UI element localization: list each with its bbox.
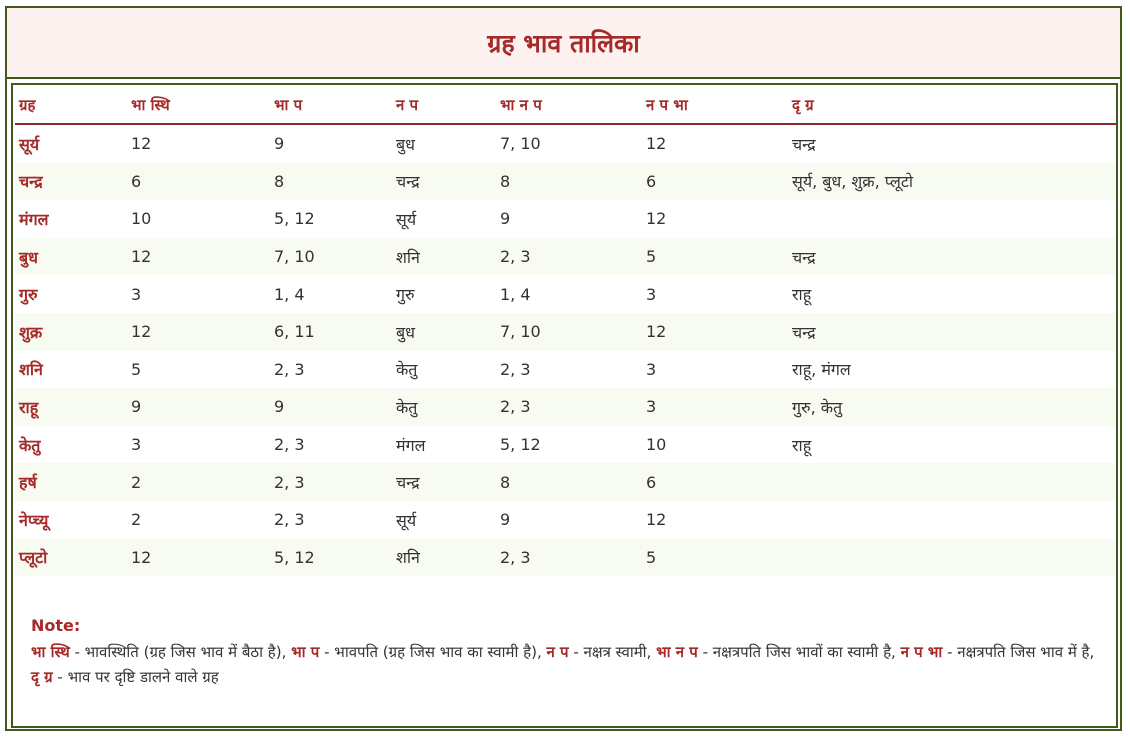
table-cell: 2	[131, 510, 142, 530]
table-cell: राहू	[792, 435, 812, 455]
planet-name-cell: शुक्र	[15, 313, 127, 351]
table-cell: 9	[500, 209, 511, 229]
table-cell: 3	[646, 359, 657, 379]
note-description: - नक्षत्रपति जिस भाव में है,	[942, 643, 1095, 661]
planet-name-cell: प्लूटो	[15, 539, 127, 577]
planet-name-cell: गुरु	[19, 285, 38, 305]
table-cell: 2, 3	[270, 463, 392, 501]
table-header-row	[15, 87, 1116, 124]
table-cell	[788, 539, 1116, 577]
table-cell: 2, 3	[500, 359, 531, 379]
table-cell: 12	[646, 209, 667, 229]
table-cell: 5	[131, 359, 142, 379]
table-body	[15, 124, 1116, 576]
note-term: भा स्थि	[31, 643, 70, 661]
table-cell: 2, 3	[496, 539, 642, 577]
table-cell: चन्द्र	[392, 163, 496, 201]
table-panel	[11, 83, 1118, 728]
note-term: भा न प	[656, 643, 698, 661]
column-header: दृ ग्र	[788, 87, 1116, 124]
table-row	[15, 501, 1116, 539]
graha-bhav-panel	[5, 6, 1122, 731]
table-row	[15, 388, 1116, 426]
planet-name-cell: मंगल	[19, 209, 49, 229]
table-cell: सूर्य	[396, 510, 417, 530]
table-cell: 2, 3	[496, 238, 642, 276]
table-row	[15, 275, 1116, 313]
table-cell: 10	[646, 435, 667, 455]
table-cell: चन्द्र	[788, 238, 1116, 276]
table-cell: 10	[131, 209, 152, 229]
table-cell: शनि	[392, 539, 496, 577]
page-title: ग्रह भाव तालिका	[487, 28, 640, 58]
table-cell: 6	[642, 463, 788, 501]
table-cell: 2, 3	[274, 510, 305, 530]
planet-name-cell: चन्द्र	[15, 163, 127, 201]
table-cell: 2, 3	[496, 388, 642, 426]
table-cell: 6, 11	[270, 313, 392, 351]
table-cell: 5	[642, 539, 788, 577]
table-cell: 6	[642, 163, 788, 201]
column-header: भा प	[270, 87, 392, 124]
table-cell: 5, 12	[274, 209, 315, 229]
table-cell: मंगल	[396, 435, 426, 455]
table-cell: 3	[131, 435, 142, 455]
table-cell: 12	[127, 313, 270, 351]
table-cell: 8	[270, 163, 392, 201]
table-cell: 1, 4	[274, 284, 305, 304]
table-cell: 3	[642, 388, 788, 426]
note-section	[31, 613, 1106, 690]
table-cell: चन्द्र	[788, 313, 1116, 351]
table-cell: 8	[496, 463, 642, 501]
note-term: न प भा	[900, 643, 943, 661]
table-cell: 5	[642, 238, 788, 276]
table-row	[15, 313, 1116, 351]
note-term: भा प	[291, 643, 320, 661]
table-row	[15, 539, 1116, 577]
table-cell: बुध	[396, 134, 415, 154]
table-cell	[788, 200, 1116, 238]
table-cell: बुध	[392, 313, 496, 351]
table-cell: 12	[131, 134, 152, 154]
column-header: न प भा	[642, 87, 788, 124]
table-cell: 5, 12	[500, 435, 541, 455]
table-cell: 12	[127, 238, 270, 276]
table-cell: 9	[274, 134, 285, 154]
table-cell: 1, 4	[500, 284, 531, 304]
table-cell: 2	[127, 463, 270, 501]
table-cell: केतु	[396, 360, 418, 380]
table-row	[15, 463, 1116, 501]
table-cell: 7, 10	[500, 134, 541, 154]
column-header: ग्रह	[15, 87, 127, 124]
table-row	[15, 200, 1116, 238]
planet-name-cell: सूर्य	[19, 134, 40, 154]
table-row	[15, 238, 1116, 276]
table-cell: 12	[127, 539, 270, 577]
planet-name-cell: शनि	[19, 360, 43, 380]
note-term: न प	[546, 643, 569, 661]
note-description: - नक्षत्र स्वामी,	[568, 643, 657, 661]
table-row	[15, 426, 1116, 464]
table-cell: 9	[500, 510, 511, 530]
table-cell	[788, 463, 1116, 501]
table-cell: सूर्य	[396, 209, 417, 229]
table-cell: 6	[127, 163, 270, 201]
table-cell: केतु	[392, 388, 496, 426]
table-cell: 2, 3	[274, 359, 305, 379]
table-cell: 12	[646, 134, 667, 154]
note-description: - भावपति (ग्रह जिस भाव का स्वामी है),	[319, 643, 547, 661]
planet-name-cell: राहू	[15, 388, 127, 426]
table-cell: 2, 3	[274, 435, 305, 455]
table-cell	[788, 501, 1116, 539]
table-cell: गुरु	[396, 285, 415, 305]
table-cell: राहू, मंगल	[792, 360, 851, 380]
planet-name-cell: हर्ष	[15, 463, 127, 501]
table-cell: 7, 10	[270, 238, 392, 276]
note-term: दृ ग्र	[31, 668, 53, 686]
table-row	[15, 124, 1116, 163]
column-header: न प	[392, 87, 496, 124]
planet-name-cell: केतु	[19, 435, 41, 455]
note-description: - भाव पर दृष्टि डालने वाले ग्रह	[52, 668, 219, 686]
table-row	[15, 163, 1116, 201]
table-cell: सूर्य, बुध, शुक्र, प्लूटो	[788, 163, 1116, 201]
note-text	[31, 640, 1106, 690]
table-cell: शनि	[392, 238, 496, 276]
table-cell: 3	[646, 284, 657, 304]
graha-bhav-table	[15, 87, 1116, 576]
table-cell: 12	[642, 313, 788, 351]
table-cell: चन्द्र	[392, 463, 496, 501]
planet-name-cell: नेप्च्यू	[19, 510, 49, 530]
table-cell: 9	[127, 388, 270, 426]
note-description: - नक्षत्रपति जिस भावों का स्वामी है,	[697, 643, 901, 661]
table-cell: 3	[131, 284, 142, 304]
title-bar	[7, 8, 1120, 79]
column-header: भा स्थि	[127, 87, 270, 124]
planet-name-cell: बुध	[15, 238, 127, 276]
table-cell: चन्द्र	[792, 134, 816, 154]
note-heading: Note:	[31, 616, 81, 635]
table-cell: 5, 12	[270, 539, 392, 577]
table-cell: 9	[270, 388, 392, 426]
column-header: भा न प	[496, 87, 642, 124]
table-cell: राहू	[792, 285, 812, 305]
table-cell: 12	[646, 510, 667, 530]
table-row	[15, 351, 1116, 389]
table-cell: 8	[496, 163, 642, 201]
note-description: - भावस्थिति (ग्रह जिस भाव में बैठा है),	[69, 643, 292, 661]
table-cell: 7, 10	[496, 313, 642, 351]
table-cell: गुरु, केतु	[788, 388, 1116, 426]
